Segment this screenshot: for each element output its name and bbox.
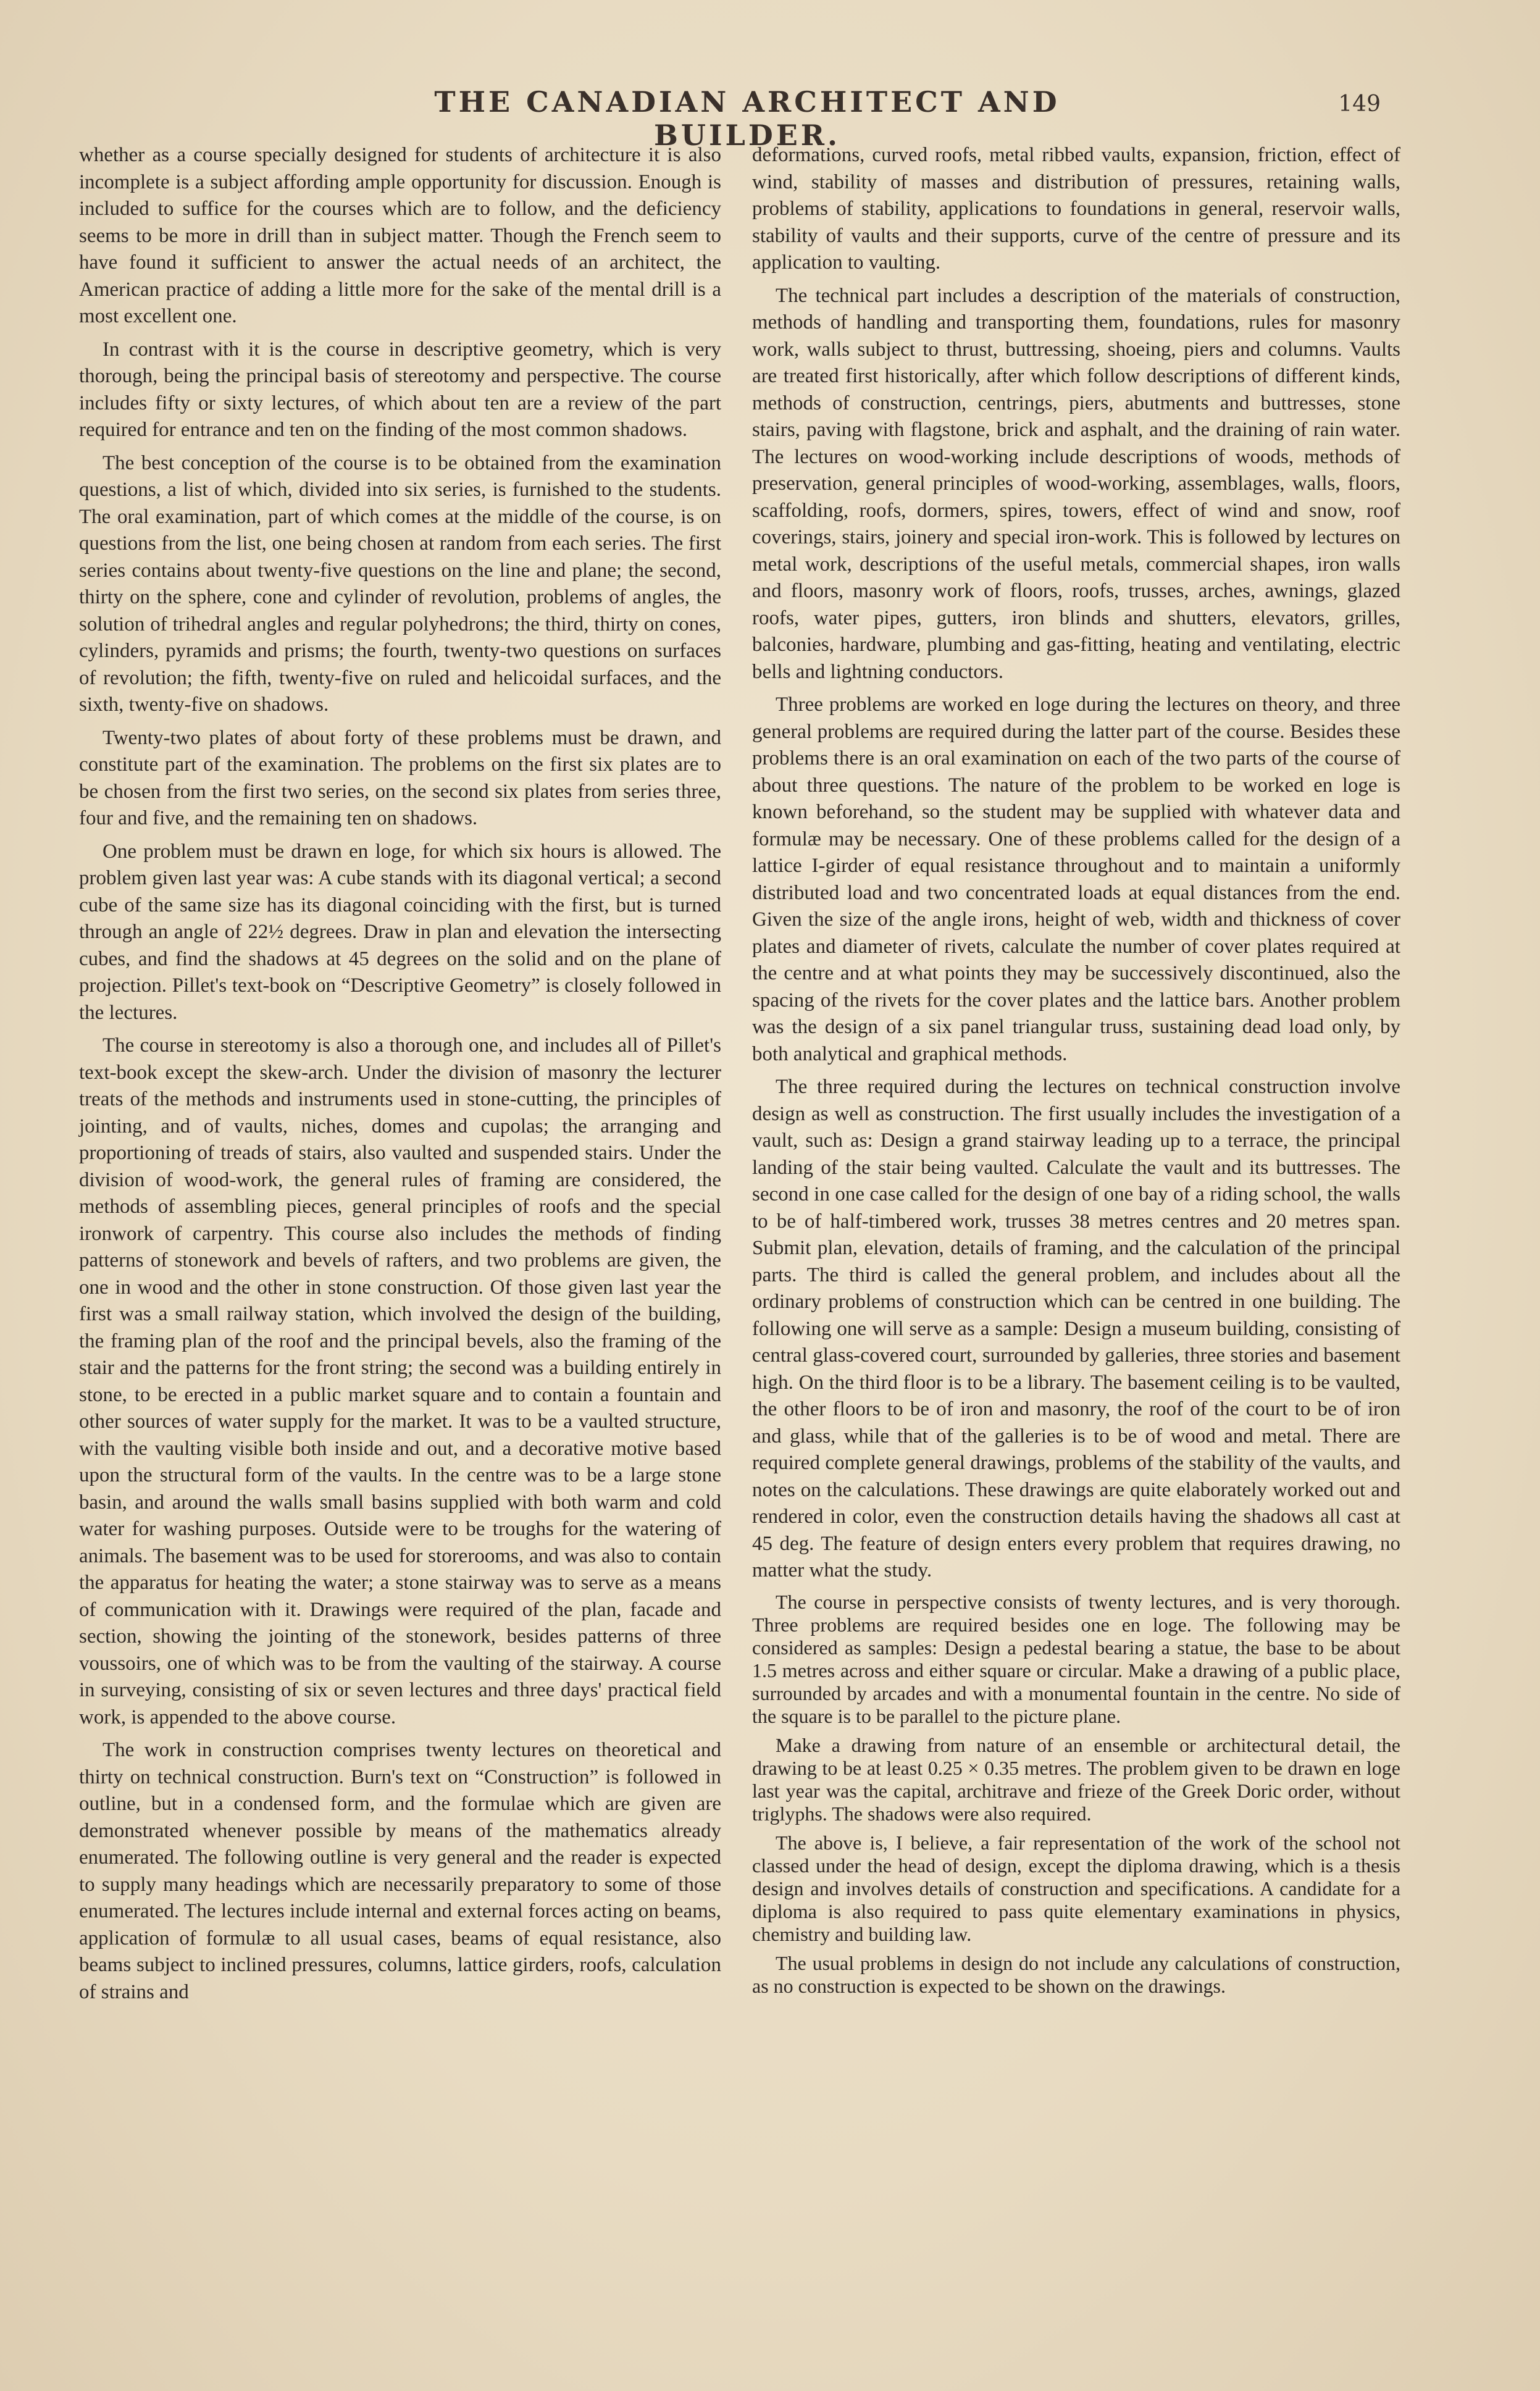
paragraph: Make a drawing from nature of an ensemble or architectural detail, the drawing to be at least 0.25 × 0.35 metres. The problem given to be drawn en loge last year was the capital, architrave and frieze of the Greek Doric order, without triglyphs. The shadows were also required. [752, 1733, 1400, 1825]
paragraph: Three problems are worked en loge during the lectures on theory, and three general problems are required during the latter part of the course. Besides these problems there is an oral examination on each of the two parts of the course of about three questions. The nature of the problem to be worked en loge is known beforehand, so the student may be supplied with whatever data and formulæ may be necessary. One of these problems called for the design of a lattice I-girder of equal resistance throughout and to maintain a uniformly distributed load and two concentrated loads at equal distances from the end. Given the size of the angle irons, height of web, width and thickness of cover plates and diameter of rivets, calculate the number of cover plates required at the centre and at what points they may be successively discontinued, also the spacing of the rivets for the cover plates and the lattice bars. Another problem was the design of a six panel triangular truss, sustaining dead load only, by both analytical and graphical methods. [752, 693, 1400, 1065]
page-number: 149 [1338, 91, 1381, 117]
paragraph: The best conception of the course is to be obtained from the examination questions, a list of which, divided into six series, is furnished to the students. The oral examination, part of which comes at the middle of the course, is on questions from the list, one being chosen at random from each series. The first series contains about twenty-five questions on the line and plane; the second, thirty on the sphere, cone and cylinder of revolution, problems of angles, the solution of trihedral angles and regular polyhedrons; the third, thirty on cones, cylinders, pyramids and prisms; the fourth, twenty-two questions on surfaces of revolution; the fifth, twenty-five on ruled and helicoidal surfaces, and the sixth, twenty-five on shadows. [79, 451, 721, 716]
left-column [79, 142, 721, 2012]
paragraph: deformations, curved roofs, metal ribbed vaults, expansion, friction, effect of wind, stability of masses and distribution of pressures, retaining walls, problems of stability, applications to foundations in general, reservoir walls, stability of vaults and their supports, curve of the centre of pressure and its application to vaulting. [752, 144, 1400, 274]
paragraph: Twenty-two plates of about forty of these problems must be drawn, and constitute part of the examination. The problems on the first six plates are to be chosen from the first two series, on the second six plates from series three, four and five, and the remaining ten on shadows. [79, 726, 721, 829]
masthead-title: THE CANADIAN ARCHITECT AND BUILDER. [434, 85, 1060, 152]
paragraph: One problem must be drawn en loge, for which six hours is allowed. The problem given last year was: A cube stands with its diagonal vertical; a second cube of the same size has its diagonal coinciding with the first, but is turned through an angle of 22½ degrees. Draw in plan and elevation the intersecting cubes, and find the shadows at 45 degrees on the solid and on the plane of projection. Pillet's text-book on “Descriptive Geometry” is closely followed in the lectures. [79, 840, 721, 1024]
paragraph: The work in construction comprises twenty lectures on theoretical and thirty on technical construction. Burn's text on “Construction” is followed in outline, but in a condensed form, and the formulae which are given are demonstrated whenever possible by means of the mathematics already enumerated. The following outline is very general and the reader is expected to supply many headings which are necessarily preparatory to some of those enumerated. The lectures include internal and external forces acting on beams, application of formulæ to all usual cases, beams of equal resistance, also beams subject to inclined pressures, columns, lattice girders, roofs, calculation of strains and [79, 1739, 721, 2003]
paragraph: The three required during the lectures on technical construction involve design as well as construction. The first usually includes the investigation of a vault, such as: Design a grand stairway leading up to a terrace, the principal landing of the stair being vaulted. Calculate the vault and its buttresses. The second in one case called for the design of one bay of a riding school, the walls to be of half-timbered work, trusses 38 metres centres and 20 metres span. Submit plan, elevation, details of framing, and the calculation of the principal parts. The third is called the general problem, and includes about all the ordinary problems of construction which can be centred in one building. The following one will serve as a sample: Design a museum building, consisting of central glass-covered court, surrounded by galleries, three stories and basement high. On the third floor is to be a library. The basement ceiling is to be vaulted, the other floors to be of iron and masonry, the roof of the court to be of iron and glass, while that of the galleries is to be of wood and metal. There are required complete general drawings, problems of the stability of the vaults, and notes on the calculations. These drawings are quite elaborately worked out and rendered in color, even the construction details having the shadows all cast at 45 deg. The feature of design enters every problem that requires drawing, no matter what the study. [752, 1076, 1400, 1581]
paragraph: The course in stereotomy is also a thorough one, and includes all of Pillet's text-book except the skew-arch. Under the division of masonry the lecturer treats of the methods and instruments used in stone-cutting, the principles of jointing, and of vaults, niches, domes and cupolas; the arranging and proportioning of treads of stairs, also vaulted and suspended stairs. Under the division of wood-work, the general rules of framing are considered, the methods of assembling pieces, general principles of roofs and the special ironwork of carpentry. This course also includes the methods of finding patterns of stonework and bevels of rafters, and two problems are given, the one in wood and the other in stone construction. Of those given last year the first was a small railway station, which involved the design of the building, the framing plan of the roof and the principal bevels, also the framing of the stair and the patterns for the front string; the second was a building entirely in stone, to be erected in a public market square and to contain a fountain and other sources of water supply for the market. It was to be a vaulted structure, with the vaulting visible both inside and out, and a decorative motive based upon the structural form of the vaults. In the centre was to be a large stone basin, and around the walls small basins supplied with both warm and cold water for washing purposes. Outside were to be troughs for the watering of animals. The basement was to be used for storerooms, and was also to contain the apparatus for heating the water; a stone stairway was to serve as a means of communication with it. Drawings were required of the plan, facade and section, showing the jointing of the stonework, besides patterns of three voussoirs, one of which was to be from the vaulting of the stairway. A course in surveying, consisting of six or seven lectures and three days' practical field work, is appended to the above course. [79, 1034, 721, 1728]
paragraph: The course in perspective consists of twenty lectures, and is very thorough. Three problems are required besides one en loge. The following may be considered as samples: Design a pedestal bearing a statue, the base to be about 1.5 metres across and either square or circular. Make a drawing of a public place, surrounded by arcades and with a monumental fountain in the centre. No side of the square is to be parallel to the picture plane. [752, 1590, 1400, 1727]
paragraph: In contrast with it is the course in descriptive geometry, which is very thorough, being the principal basis of stereotomy and perspective. The course includes fifty or sixty lectures, of which about ten are a review of the part required for entrance and ten on the finding of the most common shadows. [79, 338, 721, 441]
paragraph: whether as a course specially designed for students of architecture it is also incomplete is a subject affording ample opportunity for discussion. Enough is included to suffice for the courses which are to follow, and the deficiency seems to be more in drill than in subject matter. Though the French seem to have found it sufficient to answer the actual needs of an architect, the American practice of adding a little more for the sake of the mental drill is a most excellent one. [79, 144, 721, 327]
paragraph: The usual problems in design do not include any calculations of construction, as no construction is expected to be shown on the drawings. [752, 1951, 1400, 1997]
paragraph: The technical part includes a description of the materials of construction, methods of handling and transporting them, foundations, rules for masonry work, walls subject to thrust, buttressing, shoeing, piers and columns. Vaults are treated first historically, after which follow descriptions of different kinds, methods of construction, centrings, piers, abutments and buttresses, stone stairs, paving with flagstone, brick and asphalt, and the draining of rain water. The lectures on wood-working include descriptions of woods, methods of preservation, general principles of wood-working, assemblages, walls, floors, scaffolding, roofs, dormers, spires, towers, effect of wind and snow, roof coverings, stairs, joinery and special iron-work. This is followed by lectures on metal work, descriptions of the useful metals, commercial shapes, iron walls and floors, masonry work of floors, roofs, trusses, arches, awnings, glazed roofs, water pipes, gutters, iron blinds and shutters, elevators, grilles, balconies, hardware, plumbing and gas-fitting, heating and ventilating, electric bells and lightning conductors. [752, 284, 1400, 683]
right-column [752, 142, 1400, 2004]
paragraph: The above is, I believe, a fair representation of the work of the school not classed under the head of design, except the diploma drawing, which is a thesis design and involves details of construction and specifications. A candidate for a diploma is also required to pass quite elementary examinations in physics, chemistry and building law. [752, 1831, 1400, 1945]
page-header [0, 85, 1540, 152]
